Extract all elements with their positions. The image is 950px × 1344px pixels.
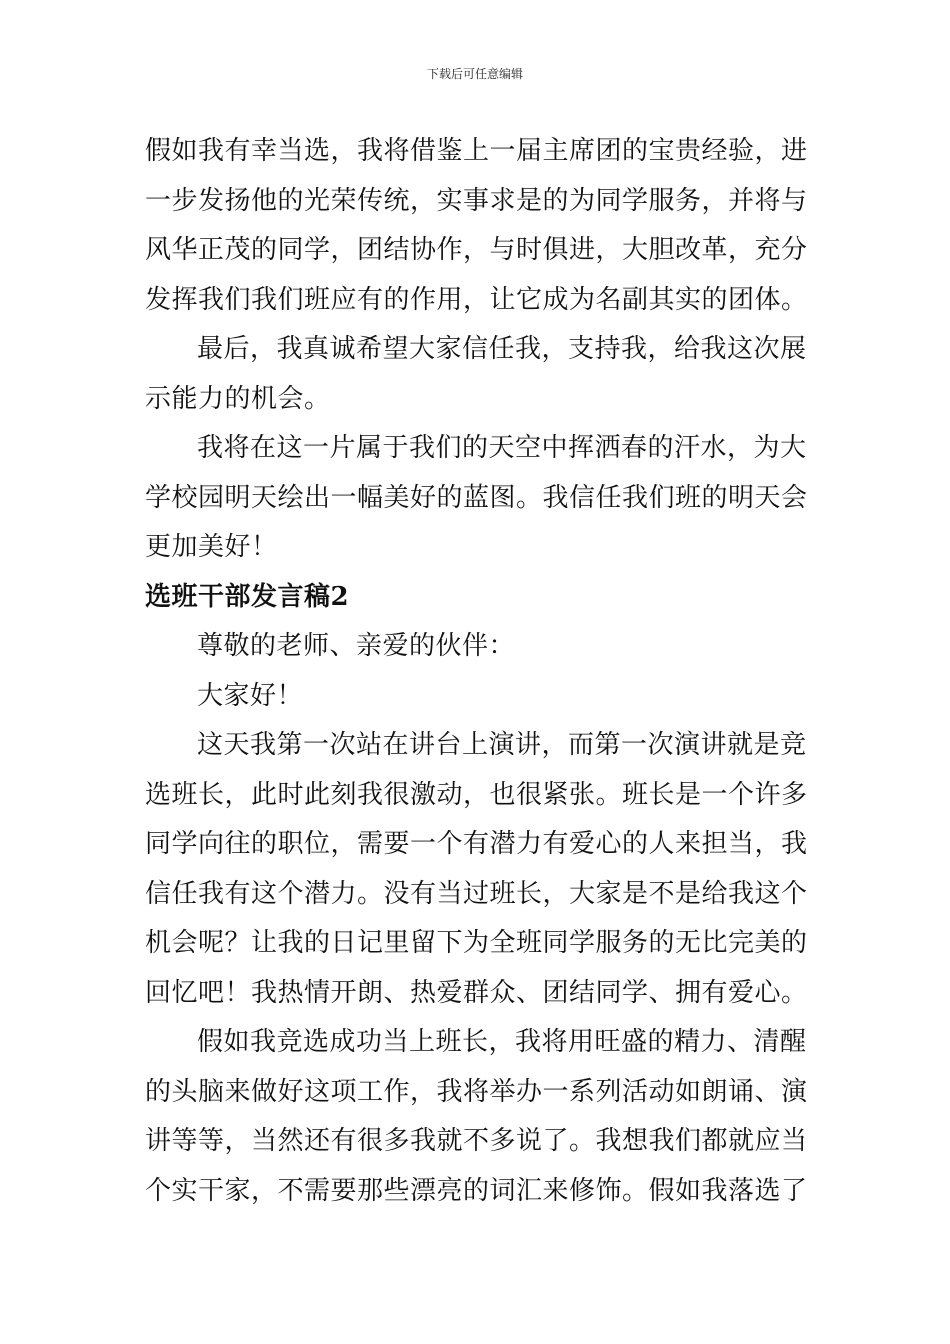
- text-line: 示能力的机会。: [145, 383, 331, 414]
- text-line: 同学向往的职位，需要一个有潜力有爱心的人来担当，我: [145, 829, 808, 859]
- text-line: 一步发扬他的光荣传统，实事求是的为同学服务，并将与: [145, 185, 808, 216]
- text-line: 发挥我们我们班应有的作用，让它成为名副其实的团体。: [145, 284, 808, 315]
- header-note: 下载后可任意编辑: [426, 67, 523, 81]
- greeting-line: [145, 622, 813, 672]
- text-line: 最后，我真诚希望大家信任我，支持我，给我这次展: [197, 334, 807, 364]
- text-line: 的头脑来做好这项工作，我将举办一系列活动如朗诵、演: [145, 1076, 808, 1107]
- paragraph-1: [145, 127, 813, 325]
- text-line: 这天我第一次站在讲台上演讲，而第一次演讲就是竞: [197, 730, 807, 760]
- text-line: 大家好！: [197, 680, 304, 711]
- text-line: 我将在这一片属于我们的天空中挥洒春的汗水，为大: [197, 433, 807, 463]
- text-line: 假如我有幸当选，我将借鉴上一届主席团的宝贵经验，进: [145, 136, 808, 166]
- text-line: 假如我竞选成功当上班长，我将用旺盛的精力、清醒: [197, 1027, 807, 1057]
- text-line: 讲等等，当然还有很多我就不多说了。我想我们都就应当: [145, 1126, 808, 1156]
- paragraph-5: [145, 1018, 813, 1216]
- text-line: 个实干家，不需要那些漂亮的词汇来修饰。假如我落选了: [145, 1175, 808, 1206]
- hello-line: [145, 672, 813, 722]
- document-body: [145, 127, 813, 1216]
- paragraph-3: [145, 424, 813, 573]
- text-line: 更加美好！: [145, 532, 278, 562]
- text-line: 机会呢？让我的日记里留下为全班同学服务的无比完美的: [145, 928, 808, 958]
- text-line: 尊敬的老师、亲爱的伙伴：: [197, 631, 516, 661]
- text-line: 选班长，此时此刻我很激动，也很紧张。班长是一个许多: [145, 779, 808, 810]
- text-line: 信任我有这个潜力。没有当过班长，大家是不是给我这个: [145, 878, 808, 909]
- text-line: 回忆吧！我热情开朗、热爱群众、团结同学、拥有爱心。: [145, 977, 808, 1008]
- text-line: 风华正茂的同学，团结协作，与时俱进，大胆改革，充分: [145, 235, 808, 265]
- paragraph-4: [145, 721, 813, 1018]
- text-line: 学校园明天绘出一幅美好的蓝图。我信任我们班的明天会: [145, 482, 808, 513]
- paragraph-2: [145, 325, 813, 424]
- section-heading: 选班干部发言稿2: [145, 581, 350, 612]
